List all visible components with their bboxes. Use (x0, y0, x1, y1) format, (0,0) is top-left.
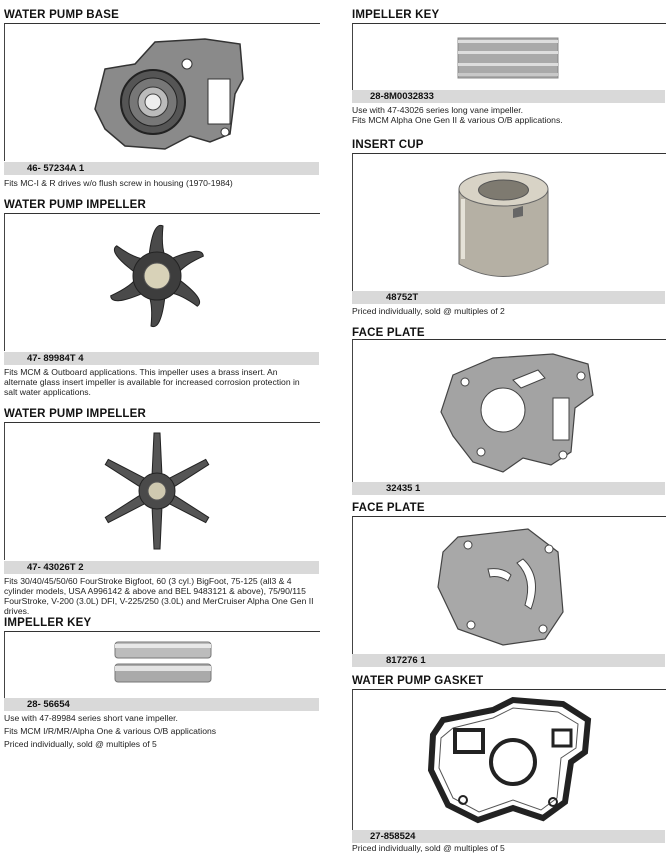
product-title: FACE PLATE (352, 502, 425, 514)
part-number: 817276 1 (352, 654, 665, 667)
face-plate-image (353, 340, 666, 482)
product-title: WATER PUMP IMPELLER (4, 199, 147, 211)
gasket-image (353, 690, 666, 830)
product-card-water-pump-gasket (352, 675, 666, 855)
product-title: FACE PLATE (352, 327, 425, 339)
product-image-box (4, 422, 320, 560)
impeller-image (5, 423, 320, 560)
part-number: 28- 56654 (4, 698, 319, 711)
insert-cup-image (353, 154, 666, 291)
part-number: 32435 1 (352, 482, 665, 495)
impeller-key-image (5, 632, 320, 698)
description-line: Fits MCM Alpha One Gen II & various O/B applications. (352, 115, 563, 125)
product-image-box (4, 23, 320, 161)
part-number: 47- 43026T 2 (4, 561, 319, 574)
part-number: 46- 57234A 1 (4, 162, 319, 175)
product-card-water-pump-base (4, 9, 320, 194)
product-card-water-pump-impeller-2 (4, 408, 320, 616)
product-image-box (352, 23, 666, 90)
product-image-box (4, 213, 320, 351)
product-description (4, 712, 320, 751)
product-card-water-pump-impeller-1 (4, 199, 320, 399)
product-image-box (352, 689, 666, 830)
product-description (4, 178, 320, 188)
description-line: Fits MCM & Outboard applications. This impeller uses a brass insert. An alternate glass insert impeller is available for increased corrosion protection in salt water applications. (4, 367, 300, 397)
product-description (352, 306, 666, 316)
face-plate-image (353, 517, 666, 654)
description-line: Fits 30/40/45/50/60 FourStroke Bigfoot, 60 (3 cyl.) BigFoot, 75-125 (all3 & 4 cylinder models, USA A996142 & above and BEL 9483121 & above), 75/90/115 FourStroke, V-200 (3.0L) DFI, V-225/250 (3.0L) and MerCruiser Alpha One Gen II drives. (4, 576, 314, 616)
description-line: Priced individually, sold @ multiples of 5 (4, 739, 157, 749)
product-description (352, 105, 666, 125)
product-description (4, 367, 312, 397)
description-line: Fits MC-I & R drives w/o flush screw in housing (1970-1984) (4, 178, 233, 188)
product-title: IMPELLER KEY (352, 9, 440, 21)
product-title: WATER PUMP GASKET (352, 675, 484, 687)
description-line: Use with 47-43026 series long vane impeller. (352, 105, 524, 115)
product-card-insert-cup (352, 139, 666, 319)
product-card-face-plate-1 (352, 327, 666, 495)
product-card-impeller-key-short (4, 617, 320, 757)
description-line: Priced individually, sold @ multiples of 2 (352, 306, 505, 316)
description-line: Fits MCM I/R/MR/Alpha One & various O/B applications (4, 726, 217, 736)
product-title: INSERT CUP (352, 139, 424, 151)
product-image-box (352, 516, 666, 654)
product-description (352, 843, 666, 853)
part-number: 48752T (352, 291, 665, 304)
impeller-key-image (353, 24, 666, 90)
product-card-impeller-key-long (352, 9, 666, 134)
water-pump-base-image (5, 24, 320, 161)
product-image-box (352, 339, 666, 482)
product-title: WATER PUMP BASE (4, 9, 120, 21)
product-image-box (4, 631, 320, 698)
product-image-box (352, 153, 666, 291)
part-number: 47- 89984T 4 (4, 352, 319, 365)
product-card-face-plate-2 (352, 502, 666, 670)
part-number: 27-858524 (352, 830, 665, 843)
description-line: Priced individually, sold @ multiples of 5 (352, 843, 505, 853)
product-description (4, 576, 320, 616)
description-line: Use with 47-89984 series short vane impeller. (4, 713, 178, 723)
part-number: 28-8M0032833 (352, 90, 665, 103)
product-title: IMPELLER KEY (4, 617, 92, 629)
impeller-image (5, 214, 320, 351)
product-title: WATER PUMP IMPELLER (4, 408, 147, 420)
